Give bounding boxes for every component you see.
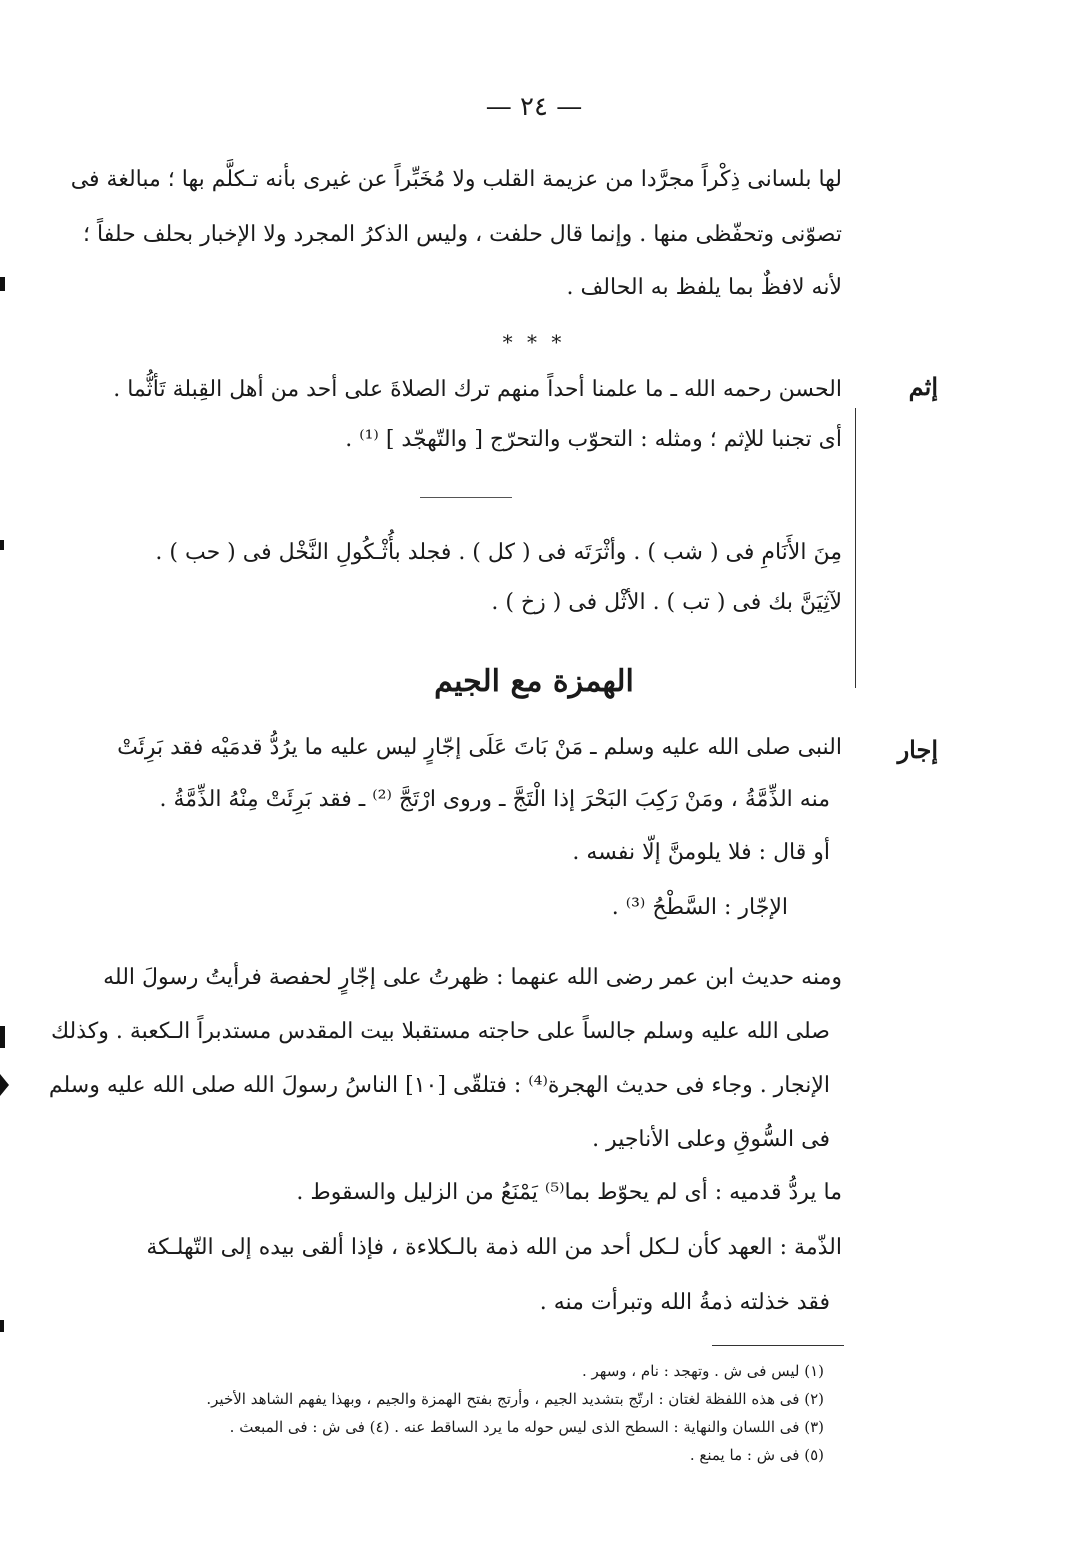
footnote-3: (٣) فى اللسان والنهاية : السطح الذى ليس حوله ما يرد الساقط عنه . (٤) فى ش : فى المبعث . — [229, 1418, 824, 1436]
qadamayh-line: ما يردُّ قدميه : أى لم يحوّط بما⁽⁵⁾ يَمْنَعُ من الزليل والسقوط . — [296, 1180, 842, 1205]
ijar-paragraph-line-4: فى السُّوقِ وعلى الأناجير . — [592, 1127, 830, 1152]
section-heading: الهمزة مع الجيم — [434, 664, 634, 699]
page-number: — ٢٤ — — [485, 92, 583, 122]
ijar-line-3: أو قال : فلا يلومنَّ إلّا نفسه . — [572, 840, 830, 865]
dhimma-line-1: الذّمة : العهد كأن لـكل أحد من الله ذمة بالـكلاءة ، فإذا ألقى بيده إلى التّهلـكة — [146, 1235, 842, 1260]
section-separator-stars: * * * — [502, 330, 566, 354]
ijar-paragraph-line-3: الإنجار . وجاء فى حديث الهجرة⁽⁴⁾ : فتلقّى [١٠] الناسُ رسولَ الله صلى الله عليه وسلم — [48, 1073, 830, 1098]
athim-line-1: الحسن رحمه الله ـ ما علمنا أحداً منهم ترك الصلاةَ على أحد من أهل القِبلة تَأثُّما . — [113, 377, 842, 402]
athim-note-line-2: لآثِيَنَّ بك فى ( تب ) . الأثْل فى ( زخ ) . — [491, 590, 842, 615]
note-separator-rule — [420, 497, 512, 498]
top-paragraph-line-1: لها بلسانى ذِكْراً مجرَّدا من عزيمة القلب ولا مُخَبِّراً عن غيرى بأنه تـكلَّم بها ؛ مبالغة فى — [70, 167, 842, 192]
ijar-line-2: منه الذِّمَّةُ ، ومَنْ رَكِبَ البَحْرَ إذا الْتَجَّ ـ وروى ارْتَجَّ ⁽²⁾ ـ فقد بَرِئَتْ مِنْهُ الذِّمَّةُ . — [159, 787, 830, 812]
athim-note-line-1: مِنَ الأَنَامِ فى ( شب ) . وأثْرَتَه فى ( كل ) . فجلد بأُثْـكُولِ النَّخْل فى ( حب ) . — [155, 540, 842, 565]
scan-edge-mark — [0, 277, 5, 291]
scan-edge-arrow-mark — [0, 1074, 9, 1096]
ijar-paragraph-line-1: ومنه حديث ابن عمر رضى الله عنهما : ظهرتُ على إجّارٍ لحفصة فرأيتُ رسولَ الله — [103, 965, 842, 990]
ijar-definition-line: الإجّار : السَّطْحُ ⁽³⁾ . — [611, 895, 788, 920]
scan-edge-mark — [0, 540, 4, 550]
scan-edge-mark — [0, 1320, 4, 1332]
top-paragraph-line-2: تصوّنى وتحفّظى منها . وإنما قال حلفت ، وليس الذكرُ المجرد ولا الإخبار بحلف حلفاً ؛ — [83, 222, 842, 247]
footnote-2: (٢) فى هذه اللفظة لغتان : ارتّج بتشديد الجيم ، وأرتج بفتح الهمزة والجيم ، وبهذا يفهم الشاهد الأخير. — [206, 1390, 824, 1408]
dhimma-line-2: فقد خذلته ذمةُ الله وتبرأت منه . — [539, 1290, 830, 1315]
scan-edge-mark — [0, 1026, 5, 1048]
margin-vertical-rule — [855, 408, 856, 688]
top-paragraph-line-3: لأنه لافظٌ بما يلفظ به الحالف . — [566, 275, 842, 300]
footnote-4: (٥) فى ش : ما يمنع . — [689, 1446, 824, 1464]
margin-word-athim: إثم — [908, 372, 938, 401]
ijar-paragraph-line-2: صلى الله عليه وسلم جالساً على حاجته مستقبلا بيت المقدس مستدبراً الـكعبة . وكذلك — [50, 1019, 830, 1044]
ijar-line-1: النبى صلى الله عليه وسلم ـ مَنْ بَاتَ عَلَى إجّارٍ ليس عليه ما يرُدُّ قدمَيْه فقد بَرِئَتْ — [117, 735, 842, 760]
footnote-rule — [712, 1345, 844, 1346]
margin-word-ijar: إجار — [897, 735, 938, 764]
athim-line-2: أى تجنبا للإثم ؛ ومثله : التحوّب والتحرّج [ والتّهجّد ] ⁽¹⁾ . — [345, 427, 842, 452]
footnote-1: (١) ليس فى ش . وتهجد : نام ، وسهر . — [581, 1362, 824, 1380]
